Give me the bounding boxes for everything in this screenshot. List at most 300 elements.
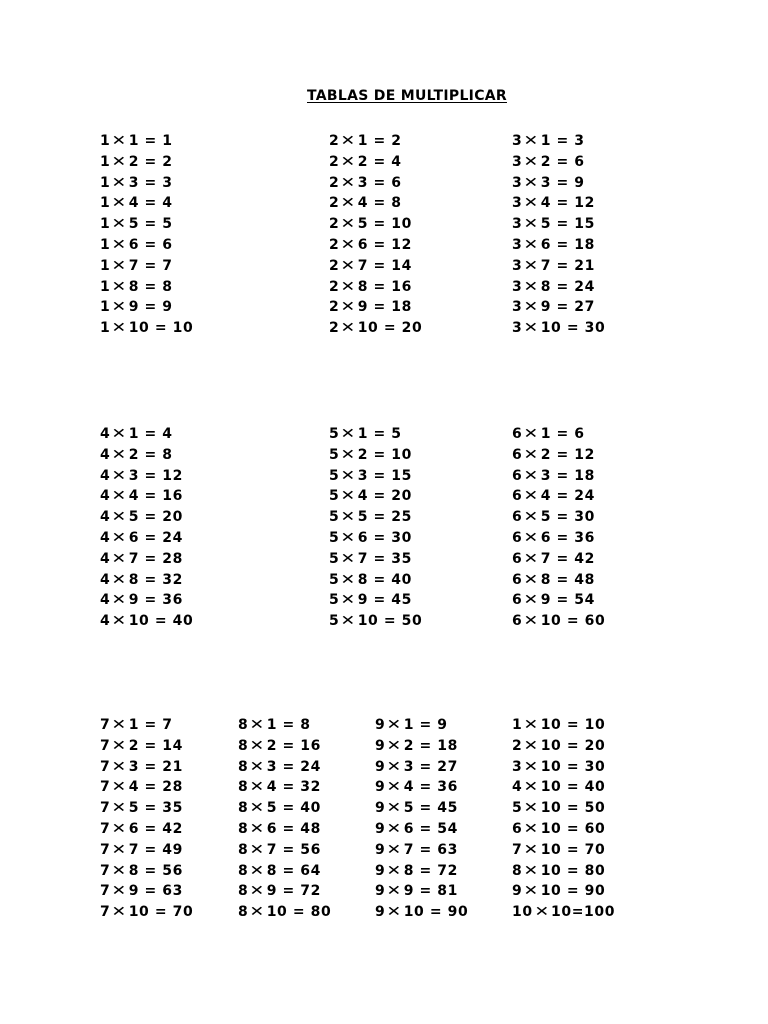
times-icon: ✕ [523, 174, 540, 191]
table-row [512, 424, 605, 445]
table-row [375, 881, 468, 902]
table-row [100, 256, 193, 277]
table-row [329, 611, 422, 632]
times-icon: ✕ [523, 758, 540, 775]
multiplicand: 9 [375, 800, 386, 817]
multiplier-and-result: 10 = 30 [540, 758, 606, 775]
multiplier-and-result: 7 = 21 [540, 257, 595, 274]
times-icon: ✕ [111, 841, 128, 858]
multiplicand: 7 [100, 820, 111, 837]
times-icon: ✕ [340, 509, 357, 526]
multiplicand: 8 [238, 862, 249, 879]
times-icon: ✕ [111, 236, 128, 253]
times-icon: ✕ [340, 446, 357, 463]
multiplicand: 4 [100, 467, 111, 484]
multiplicand: 5 [329, 550, 340, 567]
times-icon: ✕ [340, 529, 357, 546]
multiplicand: 9 [375, 737, 386, 754]
multiplicand: 5 [329, 571, 340, 588]
times-icon: ✕ [523, 550, 540, 567]
table-row [238, 819, 331, 840]
multiplier-and-result: 9 = 18 [357, 299, 412, 316]
multiplicand: 4 [100, 509, 111, 526]
multiplier-and-result: 6 = 42 [128, 820, 183, 837]
table-row [329, 297, 422, 318]
multiplier-and-result: 9 = 9 [128, 299, 173, 316]
table-row [512, 881, 615, 902]
table-row [238, 777, 331, 798]
multiplicand: 3 [512, 257, 523, 274]
multiplicand: 1 [100, 257, 111, 274]
multiplicand: 7 [100, 758, 111, 775]
multiplicand: 5 [329, 529, 340, 546]
multiplier-and-result: 2 = 12 [540, 446, 595, 463]
table-row [512, 445, 605, 466]
times-icon: ✕ [523, 737, 540, 754]
multiplier-and-result: 3 = 12 [128, 467, 183, 484]
multiplier-and-result: 2 = 4 [357, 153, 402, 170]
table-row [375, 798, 468, 819]
multiplicand: 3 [512, 153, 523, 170]
times-icon: ✕ [386, 779, 403, 796]
multiplier-and-result: 10 = 80 [266, 904, 332, 921]
multiplier-and-result: 3 = 24 [266, 758, 321, 775]
multiplier-and-result: 8 = 48 [540, 571, 595, 588]
multiplicand: 6 [512, 820, 523, 837]
multiplier-and-result: 1 = 6 [540, 426, 585, 442]
multiplier-and-result: 2 = 8 [128, 446, 173, 463]
table-row [375, 819, 468, 840]
multiplier-and-result: 4 = 8 [357, 195, 402, 212]
table-row [100, 486, 193, 507]
table-row [512, 214, 605, 235]
multiplier-and-result: 5 = 5 [128, 216, 173, 233]
table-row [329, 131, 422, 152]
times-icon: ✕ [523, 278, 540, 295]
table-row [512, 528, 605, 549]
multiplicand: 9 [375, 883, 386, 900]
times-icon: ✕ [523, 426, 540, 442]
times-icon: ✕ [249, 904, 266, 921]
table-row [238, 861, 331, 882]
table-row [100, 466, 193, 487]
multiplicand: 9 [512, 883, 523, 900]
times-icon: ✕ [249, 717, 266, 733]
times-icon: ✕ [111, 550, 128, 567]
table-row [100, 715, 193, 736]
multiplicand: 4 [100, 592, 111, 609]
multiplicand: 2 [329, 320, 340, 337]
multiplicand: 2 [329, 299, 340, 316]
times-icon: ✕ [340, 153, 357, 170]
multiplicand: 3 [512, 320, 523, 337]
table-row [329, 235, 422, 256]
multiplier-and-result: 7 = 49 [128, 841, 183, 858]
times-icon: ✕ [249, 862, 266, 879]
table-row [512, 570, 605, 591]
table-row [329, 549, 422, 570]
times-icon: ✕ [111, 216, 128, 233]
times-icon: ✕ [340, 195, 357, 212]
times-icon: ✕ [249, 758, 266, 775]
times-icon: ✕ [249, 779, 266, 796]
multiplier-and-result: 7 = 14 [357, 257, 412, 274]
table-row [329, 486, 422, 507]
multiplication-table-block [100, 715, 193, 923]
times-icon: ✕ [534, 904, 550, 921]
multiplicand: 6 [512, 446, 523, 463]
table-row [100, 736, 193, 757]
multiplier-and-result: 3 = 21 [128, 758, 183, 775]
multiplier-and-result: 6 = 18 [540, 236, 595, 253]
table-row [512, 840, 615, 861]
table-row [329, 590, 422, 611]
table-row [329, 173, 422, 194]
table-row [329, 193, 422, 214]
multiplicand: 6 [512, 467, 523, 484]
table-row [100, 507, 193, 528]
multiplicand: 3 [512, 133, 523, 149]
table-row [100, 902, 193, 923]
multiplier-and-result: 3 = 27 [403, 758, 458, 775]
multiplier-and-result: 7 = 42 [540, 550, 595, 567]
table-row [100, 819, 193, 840]
table-row [238, 798, 331, 819]
multiplier-and-result: 10 = 50 [357, 613, 423, 630]
multiplication-table-block [100, 131, 193, 339]
table-row [100, 318, 193, 339]
table-row [375, 777, 468, 798]
multiplication-table-block [329, 131, 422, 339]
times-icon: ✕ [340, 592, 357, 609]
times-icon: ✕ [523, 862, 540, 879]
multiplicand: 5 [329, 488, 340, 505]
table-row [100, 549, 193, 570]
table-row [512, 549, 605, 570]
times-icon: ✕ [111, 195, 128, 212]
multiplicand: 1 [100, 133, 111, 149]
multiplier-and-result: 10 = 70 [540, 841, 606, 858]
times-icon: ✕ [111, 779, 128, 796]
multiplicand: 8 [238, 841, 249, 858]
multiplier-and-result: 8 = 40 [357, 571, 412, 588]
multiplicand: 3 [512, 278, 523, 295]
times-icon: ✕ [523, 153, 540, 170]
multiplier-and-result: 10 = 70 [128, 904, 194, 921]
times-icon: ✕ [340, 216, 357, 233]
table-row [512, 902, 615, 923]
multiplier-and-result: 1 = 7 [128, 717, 173, 733]
multiplier-and-result: 3 = 9 [540, 174, 585, 191]
table-row [100, 777, 193, 798]
times-icon: ✕ [111, 488, 128, 505]
table-row [329, 256, 422, 277]
table-row [100, 611, 193, 632]
multiplicand: 2 [329, 174, 340, 191]
table-row [375, 715, 468, 736]
multiplicand: 5 [329, 467, 340, 484]
multiplier-and-result: 5 = 20 [128, 509, 183, 526]
multiplier-and-result: 5 = 30 [540, 509, 595, 526]
times-icon: ✕ [386, 883, 403, 900]
multiplicand: 1 [100, 236, 111, 253]
table-row [100, 214, 193, 235]
table-row [238, 881, 331, 902]
multiplier-and-result: 7 = 28 [128, 550, 183, 567]
multiplier-and-result: 5 = 40 [266, 800, 321, 817]
table-row [512, 507, 605, 528]
multiplicand: 7 [100, 862, 111, 879]
multiplicand: 5 [329, 446, 340, 463]
multiplier-and-result: 8 = 24 [540, 278, 595, 295]
multiplicand: 4 [100, 571, 111, 588]
table-row [100, 570, 193, 591]
times-icon: ✕ [111, 717, 128, 733]
multiplier-and-result: 6 = 12 [357, 236, 412, 253]
times-icon: ✕ [523, 467, 540, 484]
multiplier-and-result: 6 = 54 [403, 820, 458, 837]
multiplier-and-result: 3 = 3 [128, 174, 173, 191]
multiplier-and-result: 8 = 16 [357, 278, 412, 295]
multiplicand: 8 [238, 820, 249, 837]
table-row [100, 424, 193, 445]
table-row [512, 256, 605, 277]
times-icon: ✕ [111, 467, 128, 484]
multiplicand: 3 [512, 236, 523, 253]
table-row [329, 466, 422, 487]
multiplier-and-result: 2 = 14 [128, 737, 183, 754]
multiplier-and-result: 2 = 16 [266, 737, 321, 754]
table-row [100, 173, 193, 194]
multiplicand: 5 [329, 426, 340, 442]
times-icon: ✕ [111, 862, 128, 879]
times-icon: ✕ [340, 488, 357, 505]
multiplier-and-result: 4 = 4 [128, 195, 173, 212]
table-row [512, 736, 615, 757]
multiplicand: 7 [100, 841, 111, 858]
multiplicand: 4 [100, 529, 111, 546]
multiplier-and-result: 7 = 7 [128, 257, 173, 274]
multiplicand: 8 [238, 717, 249, 733]
table-row [375, 840, 468, 861]
table-row [512, 715, 615, 736]
multiplier-and-result: 10 = 60 [540, 613, 606, 630]
multiplicand: 3 [512, 216, 523, 233]
times-icon: ✕ [386, 717, 403, 733]
multiplicand: 8 [238, 800, 249, 817]
multiplier-and-result: 4 = 24 [540, 488, 595, 505]
table-row [512, 466, 605, 487]
multiplier-and-result: 5 = 35 [128, 800, 183, 817]
multiplier-and-result: 1 = 3 [540, 133, 585, 149]
table-row [238, 902, 331, 923]
table-row [512, 861, 615, 882]
multiplicand: 6 [512, 426, 523, 442]
times-icon: ✕ [386, 737, 403, 754]
times-icon: ✕ [111, 758, 128, 775]
multiplier-and-result: 6 = 30 [357, 529, 412, 546]
table-row [512, 297, 605, 318]
multiplicand: 7 [512, 841, 523, 858]
times-icon: ✕ [249, 800, 266, 817]
multiplier-and-result: 9 = 63 [128, 883, 183, 900]
multiplier-and-result: 1 = 8 [266, 717, 311, 733]
multiplicand: 4 [100, 446, 111, 463]
times-icon: ✕ [386, 758, 403, 775]
times-icon: ✕ [111, 529, 128, 546]
multiplier-and-result: 10 = 20 [357, 320, 423, 337]
table-row [512, 611, 605, 632]
table-row [100, 840, 193, 861]
multiplicand: 1 [512, 717, 523, 733]
table-row [329, 277, 422, 298]
times-icon: ✕ [340, 174, 357, 191]
multiplicand: 5 [329, 509, 340, 526]
table-row [512, 757, 615, 778]
multiplication-table-block [512, 131, 605, 339]
table-row [512, 486, 605, 507]
table-row [375, 736, 468, 757]
times-icon: ✕ [386, 800, 403, 817]
table-row [100, 861, 193, 882]
table-row [375, 861, 468, 882]
table-row [100, 277, 193, 298]
multiplication-table-block [329, 424, 422, 632]
multiplicand: 2 [329, 216, 340, 233]
times-icon: ✕ [340, 257, 357, 274]
multiplicand: 4 [512, 779, 523, 796]
multiplier-and-result: 10 = 80 [540, 862, 606, 879]
multiplicand: 8 [238, 758, 249, 775]
table-row [375, 757, 468, 778]
table-row [512, 152, 605, 173]
table-row [512, 798, 615, 819]
times-icon: ✕ [523, 779, 540, 796]
multiplier-and-result: 3 = 6 [357, 174, 402, 191]
table-row [329, 152, 422, 173]
multiplicand: 4 [100, 550, 111, 567]
multiplicand: 9 [375, 841, 386, 858]
times-icon: ✕ [111, 174, 128, 191]
times-icon: ✕ [111, 320, 128, 337]
multiplier-and-result: 4 = 20 [357, 488, 412, 505]
multiplication-table-block [375, 715, 468, 923]
multiplier-and-result: 1 = 9 [403, 717, 448, 733]
multiplicand: 8 [238, 883, 249, 900]
multiplicand: 7 [100, 883, 111, 900]
table-row [329, 570, 422, 591]
times-icon: ✕ [523, 529, 540, 546]
multiplier-and-result: 10 = 20 [540, 737, 606, 754]
multiplier-and-result: 8 = 8 [128, 278, 173, 295]
table-row [100, 798, 193, 819]
multiplicand: 6 [512, 509, 523, 526]
multiplier-and-result: 9 = 27 [540, 299, 595, 316]
times-icon: ✕ [523, 236, 540, 253]
multiplicand: 6 [512, 550, 523, 567]
multiplier-and-result: 1 = 5 [357, 426, 402, 442]
multiplicand: 3 [512, 174, 523, 191]
times-icon: ✕ [386, 862, 403, 879]
times-icon: ✕ [523, 592, 540, 609]
table-row [512, 318, 605, 339]
multiplier-and-result: 4 = 28 [128, 779, 183, 796]
multiplier-and-result: 6 = 6 [128, 236, 173, 253]
table-row [329, 318, 422, 339]
table-row [100, 881, 193, 902]
multiplier-and-result: 4 = 36 [403, 779, 458, 796]
multiplicand: 2 [329, 236, 340, 253]
times-icon: ✕ [111, 153, 128, 170]
times-icon: ✕ [523, 216, 540, 233]
multiplicand: 2 [329, 153, 340, 170]
multiplier-and-result: 3 = 15 [357, 467, 412, 484]
multiplier-and-result: 7 = 56 [266, 841, 321, 858]
times-icon: ✕ [523, 509, 540, 526]
times-icon: ✕ [523, 299, 540, 316]
multiplicand: 4 [100, 488, 111, 505]
times-icon: ✕ [523, 133, 540, 149]
multiplicand: 2 [329, 257, 340, 274]
multiplier-and-result: 5 = 25 [357, 509, 412, 526]
multiplication-table-block [238, 715, 331, 923]
multiplier-and-result: 10 = 40 [540, 779, 606, 796]
multiplier-and-result: 10 = 90 [540, 883, 606, 900]
times-icon: ✕ [111, 904, 128, 921]
times-icon: ✕ [386, 904, 403, 921]
multiplicand: 9 [375, 717, 386, 733]
times-icon: ✕ [340, 133, 357, 149]
times-icon: ✕ [111, 820, 128, 837]
times-icon: ✕ [523, 257, 540, 274]
multiplier-and-result: 10 = 30 [540, 320, 606, 337]
table-row [512, 277, 605, 298]
multiplicand: 2 [512, 737, 523, 754]
times-icon: ✕ [111, 299, 128, 316]
multiplier-and-result: 5 = 10 [357, 216, 412, 233]
multiplicand: 1 [100, 174, 111, 191]
multiplier-and-result: 6 = 48 [266, 820, 321, 837]
multiplicand: 5 [329, 613, 340, 630]
table-row [512, 777, 615, 798]
multiplier-and-result: 10 = 50 [540, 800, 606, 817]
multiplicand: 2 [329, 133, 340, 149]
times-icon: ✕ [386, 820, 403, 837]
multiplier-and-result: 10 = 90 [403, 904, 469, 921]
table-row [238, 736, 331, 757]
times-icon: ✕ [340, 467, 357, 484]
multiplicand: 3 [512, 758, 523, 775]
multiplicand: 8 [238, 737, 249, 754]
multiplier-and-result: 9 = 36 [128, 592, 183, 609]
multiplicand: 1 [100, 320, 111, 337]
multiplier-and-result: 8 = 72 [403, 862, 458, 879]
times-icon: ✕ [386, 841, 403, 858]
table-row [238, 715, 331, 736]
multiplier-and-result: 8 = 32 [128, 571, 183, 588]
times-icon: ✕ [523, 488, 540, 505]
multiplicand: 9 [375, 904, 386, 921]
times-icon: ✕ [523, 800, 540, 817]
times-icon: ✕ [111, 278, 128, 295]
times-icon: ✕ [111, 133, 128, 149]
multiplier-and-result: 1 = 1 [128, 133, 173, 149]
multiplier-and-result: 8 = 64 [266, 862, 321, 879]
multiplier-and-result: 7 = 35 [357, 550, 412, 567]
multiplicand: 2 [329, 278, 340, 295]
times-icon: ✕ [340, 571, 357, 588]
multiplication-table-block [100, 424, 193, 632]
